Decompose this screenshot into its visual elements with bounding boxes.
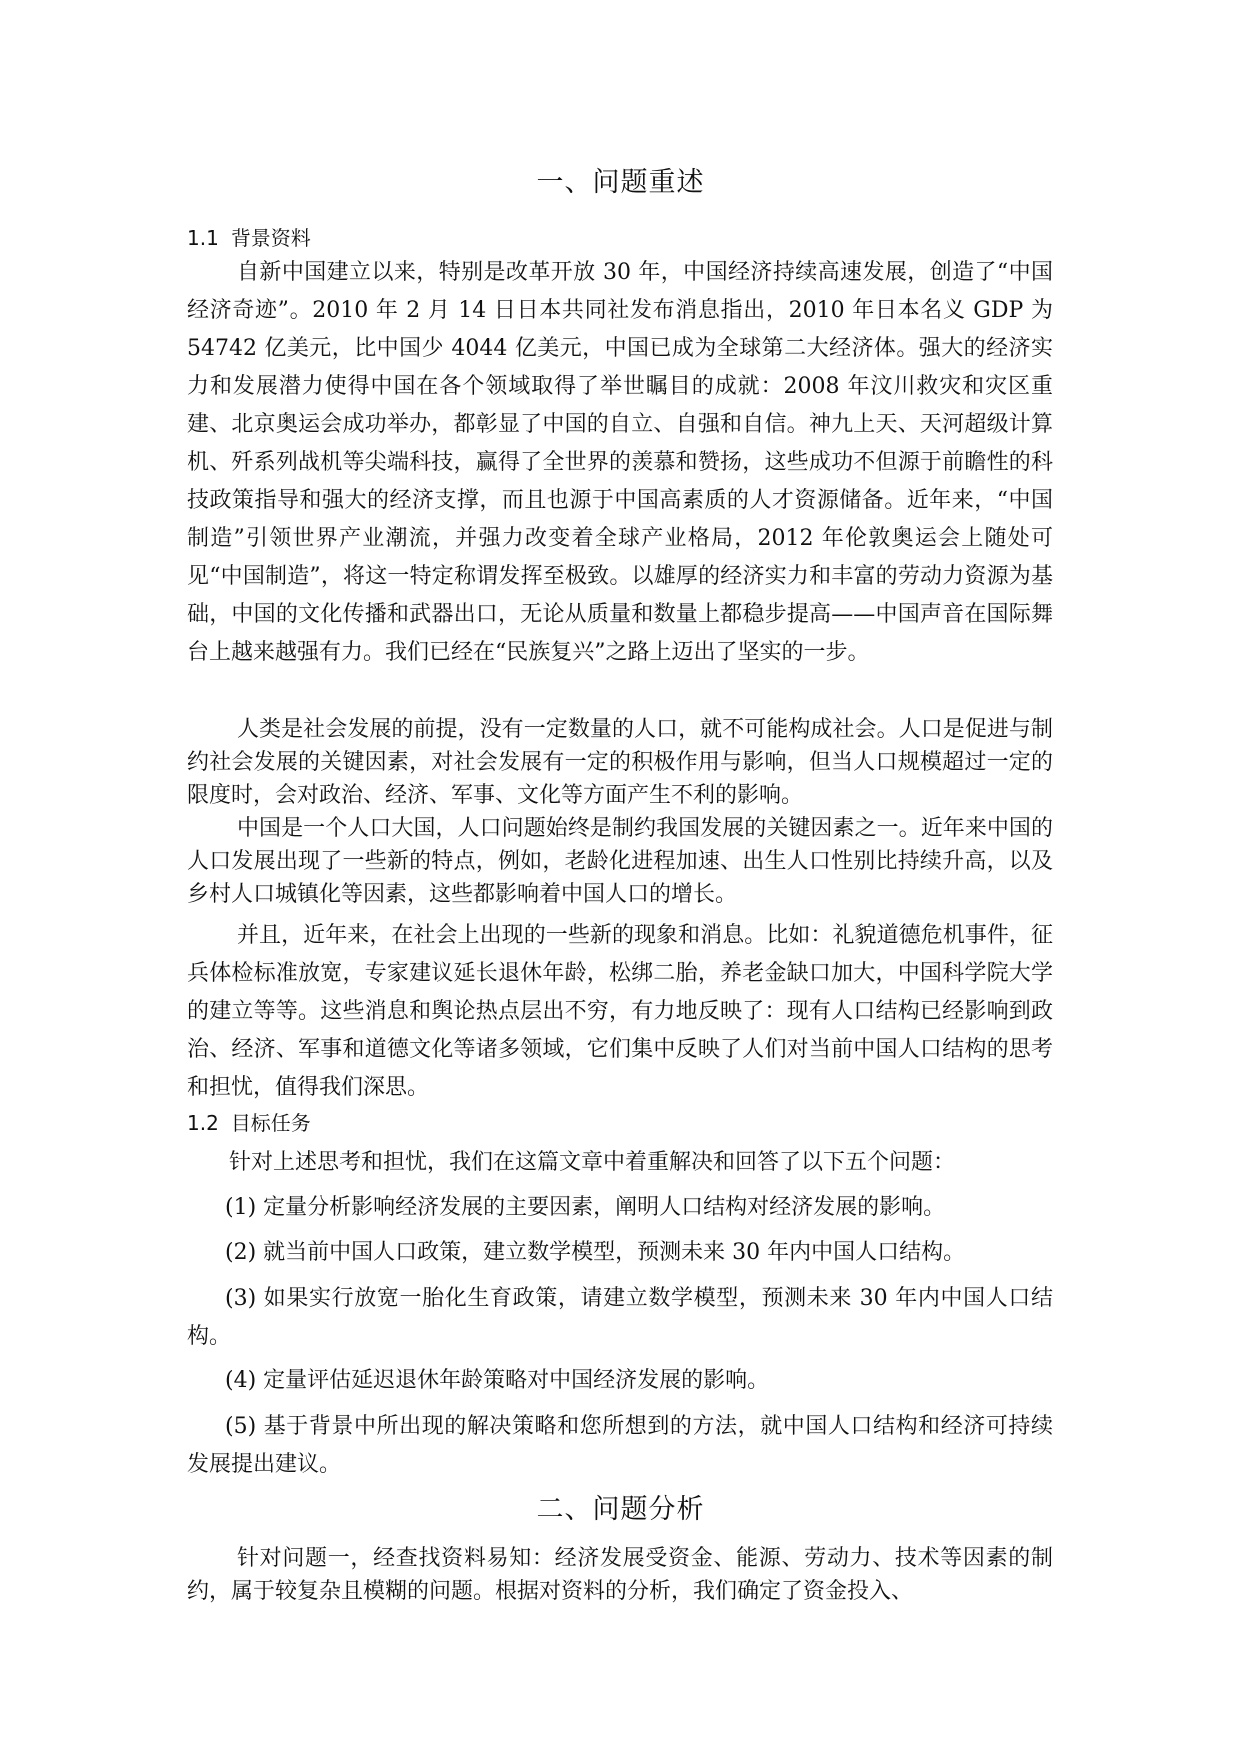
subsection-1-1-heading	[187, 225, 311, 251]
analysis-paragraph: 针对问题一，经查找资料易知：经济发展受资金、能源、劳动力、技术等因素的制约，属于较复杂且模糊的问题。根据对资料的分析，我们确定了资金投入、	[187, 1546, 1053, 1604]
section-2-title: 二、问题分析	[536, 1494, 705, 1525]
background-paragraph-4: 并且，近年来，在社会上出现的一些新的现象和消息。比如：礼貌道德危机事件，征兵体检标准放宽，专家建议延长退休年龄，松绑二胎，养老金缺口加大，中国科学院大学的建立等等。这些消息和舆论热点层出不穷，有力地反映了：现有人口结构已经影响到政治、经济、军事和道德文化等诸多领域，它们集中反映了人们对当前中国人口结构的思考和担忧，值得我们深思。	[187, 923, 1053, 1100]
background-paragraph-1: 自新中国建立以来，特别是改革开放 30 年，中国经济持续高速发展，创造了“中国经济奇迹”。2010 年 2 月 14 日日本共同社发布消息指出，2010 年日本名义 GDP 为 54742 亿美元，比中国少 4044 亿美元，中国已成为全球第二大经济体。强大的经济实力和发展潜力使得中国在各个领域取得了举世瞩目的成就：2008 年汶川救灾和灾区重建、北京奥运会成功举办，都彰显了中国的自立、自强和自信。神九上天、天河超级计算机、歼系列战机等尖端科技，赢得了全世界的羡慕和赞扬，这些成功不但源于前瞻性的科技政策指导和强大的经济支撑，而且也源于中国高素质的人才资源储备。近年来，“中国制造”引领世界产业潮流，并强力改变着全球产业格局，2012 年伦敦奥运会上随处可见“中国制造”，将这一特定称谓发挥至极致。以雄厚的经济实力和丰富的劳动力资源为基础，中国的文化传播和武器出口，无论从质量和数量上都稳步提高——中国声音在国际舞台上越来越强有力。我们已经在“民族复兴”之路上迈出了坚实的一步。	[187, 260, 1053, 665]
section-1-title: 一、问题重述	[536, 167, 705, 198]
subsection-number: 1.1	[187, 226, 219, 250]
background-paragraph-3: 中国是一个人口大国，人口问题始终是制约我国发展的关键因素之一。近年来中国的人口发展出现了一些新的特点，例如，老龄化进程加速、出生人口性别比持续升高，以及乡村人口城镇化等因素，这些都影响着中国人口的增长。	[187, 816, 1053, 907]
task-item-5: (5) 基于背景中所出现的解决策略和您所想到的方法，就中国人口结构和经济可持续发展提出建议。	[187, 1414, 1053, 1477]
subsection-number: 1.2	[187, 1111, 219, 1135]
subsection-1-2-heading	[187, 1110, 311, 1136]
background-paragraph-2: 人类是社会发展的前提，没有一定数量的人口，就不可能构成社会。人口是促进与制约社会发展的关键因素，对社会发展有一定的积极作用与影响，但当人口规模超过一定的限度时，会对政治、经济、军事、文化等方面产生不利的影响。	[187, 717, 1053, 808]
subsection-title: 背景资料	[230, 226, 311, 250]
task-item-1: (1) 定量分析影响经济发展的主要因素，阐明人口结构对经济发展的影响。	[225, 1195, 946, 1220]
task-item-2: (2) 就当前中国人口政策，建立数学模型，预测未来 30 年内中国人口结构。	[225, 1240, 966, 1265]
subsection-title: 目标任务	[230, 1111, 311, 1135]
task-intro: 针对上述思考和担忧，我们在这篇文章中着重解决和回答了以下五个问题：	[229, 1150, 956, 1175]
task-item-3: (3) 如果实行放宽一胎化生育政策，请建立数学模型，预测未来 30 年内中国人口结构。	[187, 1286, 1053, 1349]
task-item-4: (4) 定量评估延迟退休年龄策略对中国经济发展的影响。	[225, 1368, 770, 1393]
